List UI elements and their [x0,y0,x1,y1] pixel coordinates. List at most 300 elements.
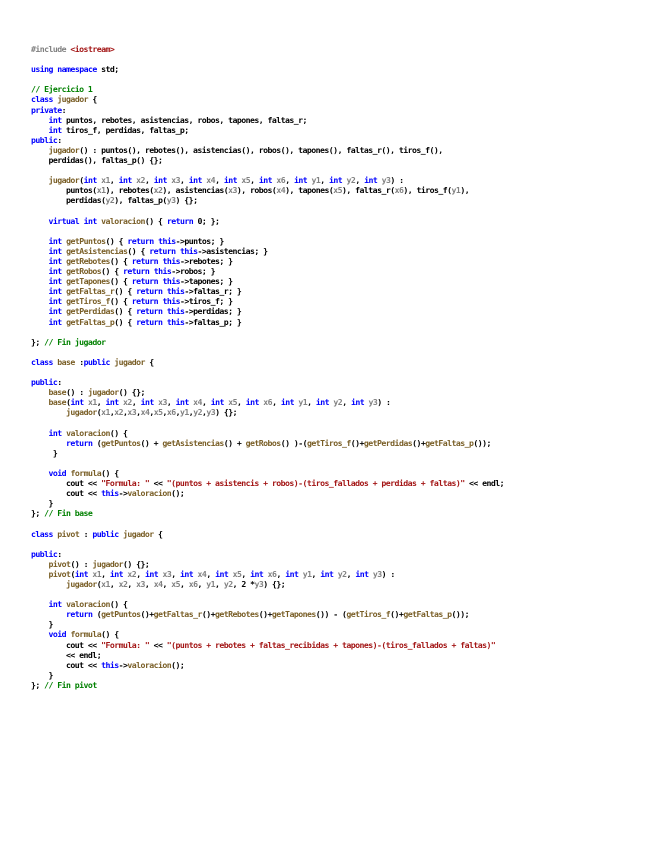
code-line [31,185,643,195]
code-token [31,397,49,407]
code-token [31,236,49,246]
code-token: int [350,397,365,408]
code-line [31,397,643,407]
code-token: x3 [136,578,145,589]
code-token: () { [127,245,150,256]
code-line [31,105,643,115]
code-token: , 2 * [232,578,255,589]
code-token: "(puntos + rebotes + faltas_recibidas + tapones)-(tiros_fallados + faltas)" [166,639,496,650]
code-token: ( [96,578,102,589]
code-token [31,579,66,589]
code-line [31,498,643,508]
code-token: ), rebotes( [105,185,154,196]
code-token: int [250,568,264,579]
code-token: this [179,245,198,256]
code-token: ()+ [390,609,404,620]
code-token: , [127,578,137,589]
code-token: y1 [180,407,189,418]
code-token: () { [114,306,137,317]
code-token: x5 [232,568,242,579]
code-line [31,206,643,216]
code-line [31,155,643,165]
code-token: () {}; [123,558,150,569]
code-token: y1 [206,578,216,589]
code-token: int [329,175,343,186]
code-token: public [92,528,119,539]
code-token: y2 [346,175,356,186]
code-token: x3 [162,568,172,579]
code-line [31,175,643,185]
code-line [31,650,643,660]
code-token: base [48,397,67,408]
code-line [31,569,643,579]
code-token: x5 [333,185,343,196]
code-token: int [48,245,62,256]
code-token: getPuntos [101,437,141,448]
code-token: getPuntos [66,235,106,246]
code-token: , [166,397,176,408]
code-line [31,256,643,266]
code-line [31,367,643,377]
code-token: y2 [105,195,115,206]
code-token: () + [223,437,246,448]
code-token: , [162,578,172,589]
code-token: getFaltas_p [425,437,474,448]
code-line [31,417,643,427]
code-token: () { [101,629,119,640]
code-line [31,84,643,94]
code-token: return [131,276,159,287]
code-token: ) {}; [215,407,238,418]
code-token: ()); [451,609,470,620]
code-token [31,629,49,639]
code-token: , [272,397,281,408]
code-token: ), asistencias( [162,185,229,196]
code-token: x5 [153,407,163,418]
code-token: jugador [57,94,88,105]
code-line [31,518,643,528]
code-line [31,539,643,549]
code-token: , [171,568,181,579]
code-line [31,660,643,670]
code-token: ()+ [350,437,364,448]
code-token: x2 [118,578,128,589]
code-token: } [31,447,58,458]
code-token: getRobos [245,437,281,448]
code-token: ( [79,175,84,186]
code-line [31,317,643,327]
code-token: , [109,407,115,418]
code-token: x6 [276,175,286,186]
code-token: int [48,114,62,125]
code-token: this [166,286,185,297]
code-token: cout << [31,488,102,499]
code-token: ), tapones( [285,185,334,196]
code-token: () : puntos(), rebotes(), asistencias(), robos(), tapones(), faltas_r(), tiros_f(), [79,144,443,155]
code-token: this [101,488,119,499]
code-line [31,195,643,205]
code-line [31,347,643,357]
code-token: ), faltas_p( [114,195,167,206]
code-token: x4 [206,175,216,186]
code-line [31,286,643,296]
code-token: valoracion [127,488,172,499]
code-line [31,337,643,347]
code-token: (); [171,659,185,670]
code-token: , [215,175,224,186]
code-token: () )-( [280,437,307,448]
code-token: valoracion [66,599,110,610]
code-line [31,135,643,145]
code-token: () { [109,276,132,287]
code-token: return [127,235,154,246]
code-token: ()+ [258,609,272,620]
code-line [31,327,643,337]
code-token: return [166,215,194,226]
code-line [31,488,643,498]
code-line [31,428,643,438]
code-token: , [346,568,356,579]
code-token: getTiros_f [306,437,351,448]
code-token: perdidas(), faltas_p() {}; [31,155,163,166]
code-token: x3 [158,397,167,408]
code-token: formula [70,467,102,478]
code-token: int [83,175,97,186]
code-token: int [293,175,308,186]
code-token: valoracion [101,215,145,226]
code-token: #include [31,44,71,54]
code-token: int [48,427,62,438]
code-token: formula [70,629,102,640]
code-token: int [315,397,330,408]
code-line [31,629,643,639]
code-token: : [57,548,62,559]
code-token: , [237,397,246,408]
code-line [31,680,643,690]
code-token [31,125,49,135]
code-token: x1 [92,568,102,579]
code-token [31,266,49,276]
code-token: <iostream> [70,44,115,54]
code-token: x6 [263,397,273,408]
code-token: jugador [48,175,80,186]
code-token: virtual [48,215,80,226]
code-token: int [83,215,97,226]
code-token: perdidas( [31,195,106,206]
code-token: return [149,245,176,256]
code-token [31,407,66,417]
code-line [31,377,643,387]
code-token: ( [70,568,75,579]
code-token: ->puntos; } [175,235,224,246]
code-token: ), tiros_f( [403,185,452,196]
code-line [31,94,643,104]
code-token: x3 [127,407,137,418]
code-token: ), [460,185,470,196]
code-token: ) : [381,568,395,579]
code-token: pivot [57,528,80,539]
code-token: }; [31,508,45,519]
code-token: x4 [153,578,163,589]
code-token: : [79,528,93,539]
code-token: return [123,266,150,277]
code-token: -> [118,488,128,499]
code-token: int [215,568,229,579]
code-line [31,44,643,54]
code-token: int [223,175,237,186]
code-token: puntos, rebotes, asistencias, robos, tapones, faltas_r; [61,114,307,125]
code-token: int [320,568,334,579]
code-line [31,640,643,650]
code-token: return [66,437,93,448]
code-token: x1 [96,185,106,196]
code-token: int [180,568,194,579]
code-token: ->rebotes; } [179,255,233,266]
code-token [31,599,49,609]
code-token: jugador [114,356,145,367]
code-token: , [162,407,167,418]
code-token: x3 [171,175,180,186]
code-token: this [162,255,180,266]
code-token: getPerdidas [363,437,413,448]
code-token: ()) - ( [315,609,347,620]
code-token: (); [171,488,185,499]
code-token: int [48,255,62,266]
code-token: , [109,175,119,186]
code-token: namespace [57,64,97,75]
code-token: jugador [66,407,97,418]
code-token: "Formula: " [101,478,150,489]
code-token: , [144,578,154,589]
code-token: jugador [123,528,154,539]
code-token: , [179,578,189,589]
code-token: , [201,407,207,418]
code-token: tiros_f, perdidas, faltas_p; [61,124,189,135]
code-line [31,74,643,84]
code-token [31,256,49,266]
code-token: int [280,397,294,408]
code-token: x1 [101,578,110,589]
code-token: 0; }; [193,215,220,226]
code-token: }; [31,679,45,690]
code-token: ->asistencias; } [197,245,268,256]
code-token: this [166,316,185,327]
code-token: ->tiros_f; } [179,296,233,307]
code-token: x2 [123,397,132,408]
code-token: class [31,94,53,105]
code-token: x4 [140,407,150,418]
code-token: base [57,356,75,367]
code-token: x1 [87,397,97,408]
code-line [31,478,643,488]
code-token: x6 [267,568,277,579]
code-token: ()); [473,437,491,448]
code-token [31,387,49,397]
code-line [31,609,643,619]
code-line [31,276,643,286]
code-token [31,438,66,448]
code-token: "(puntos + asistencis + robos)-(tiros_fallados + perdidas + faltas)" [166,478,465,489]
code-token: << [149,639,167,650]
code-token: int [210,397,224,408]
code-line [31,619,643,629]
code-token [31,428,49,438]
code-token: x2 [153,185,163,196]
code-token: this [162,296,180,307]
code-token [31,569,49,579]
code-token [31,175,49,185]
code-token: , [241,568,251,579]
code-token: public [31,134,58,145]
code-token: } [31,619,53,630]
code-token: public [31,548,58,559]
code-token: getTapones [66,276,110,287]
code-token: ( [96,407,102,418]
code-token: : [74,356,84,367]
code-token: int [70,397,84,408]
code-token: () { [109,255,132,266]
code-token: class [31,528,53,539]
code-token: x5 [228,397,237,408]
code-token: int [188,175,202,186]
code-token: x6 [394,185,404,196]
code-token: getRobos [66,266,102,277]
code-token: , [175,407,181,418]
code-token: ( [92,609,102,620]
code-token: , [342,397,351,408]
code-token: // Fin pivot [44,679,97,690]
code-token: public [31,377,58,388]
code-token: x6 [166,407,176,418]
code-token: this [158,235,176,246]
code-token: () { [109,296,132,307]
code-token: jugador [92,558,123,569]
code-token: , [101,568,110,579]
code-line [31,448,643,458]
code-token: x2 [136,175,145,186]
code-token [31,559,49,569]
code-block [31,44,643,690]
code-token: : [57,377,62,388]
code-token [31,115,49,125]
code-token: return [66,609,93,620]
code-token: getFaltas_p [66,316,115,327]
code-token: getPuntos [101,609,141,620]
code-token: int [258,175,273,186]
code-token: () { [114,316,137,327]
code-token: int [48,286,62,297]
code-token: "Formula: " [101,639,150,650]
code-token: int [48,306,62,317]
code-token [31,609,66,619]
code-line [31,226,643,236]
code-token: valoracion [127,659,172,670]
code-token: return [136,286,163,297]
code-token: y1 [302,568,312,579]
code-token: { [144,356,154,367]
code-token: y2 [193,407,202,418]
code-token: this [162,276,180,287]
code-token: , [307,397,316,408]
code-token [31,468,49,478]
code-line [31,236,643,246]
code-token: << [149,478,167,489]
code-token: getPerdidas [66,306,115,317]
code-token: int [48,276,62,287]
code-token: // Fin jugador [44,336,106,347]
code-token: , [131,397,141,408]
code-token: return [131,255,159,266]
code-line [31,468,643,478]
code-line [31,508,643,518]
code-token [31,216,49,226]
code-line [31,387,643,397]
code-token [31,286,49,296]
code-token: public [83,356,110,367]
code-token: ->faltas_r; } [184,286,242,297]
code-token: x2 [127,568,137,579]
code-token: , [180,175,189,186]
code-token: cout << [31,478,102,489]
code-token: x5 [241,175,251,186]
code-token: << endl; [31,649,102,660]
code-token: () : [66,387,88,398]
code-token: x1 [101,407,110,418]
code-token: int [105,397,119,408]
code-token: , [144,175,154,186]
code-token: int [109,568,124,579]
code-token: , [188,407,194,418]
code-line [31,529,643,539]
code-line [31,125,643,135]
code-token: int [285,568,299,579]
code-token: ) : [390,175,404,186]
code-token: , [197,578,207,589]
code-token: puntos( [31,185,97,196]
code-token: pivot [48,558,71,569]
code-token: () { [109,427,128,438]
code-token: int [74,568,88,579]
code-token [31,145,49,155]
code-token: int [144,568,159,579]
code-token: base [48,387,67,398]
code-token: () { [105,235,128,246]
code-token: cout << [31,659,102,670]
code-line [31,246,643,256]
code-token: , [109,578,119,589]
code-token: } [31,498,53,509]
code-token: jugador [66,578,97,589]
code-token: std; [96,64,119,75]
code-token [31,317,49,327]
code-token: int [175,397,189,408]
code-token: cout << [31,639,102,650]
code-token [31,276,49,286]
code-token: ->robos; } [171,266,216,277]
code-token: () { [144,215,167,226]
code-token: int [48,124,62,135]
code-token [31,246,49,256]
code-line [31,54,643,64]
code-token: this [101,659,119,670]
code-token: y3 [372,568,382,579]
code-token: , [276,568,286,579]
code-token: () { [101,467,119,478]
code-line [31,599,643,609]
code-token: () { [114,286,137,297]
code-token: y2 [333,397,343,408]
code-token: int [153,175,167,186]
